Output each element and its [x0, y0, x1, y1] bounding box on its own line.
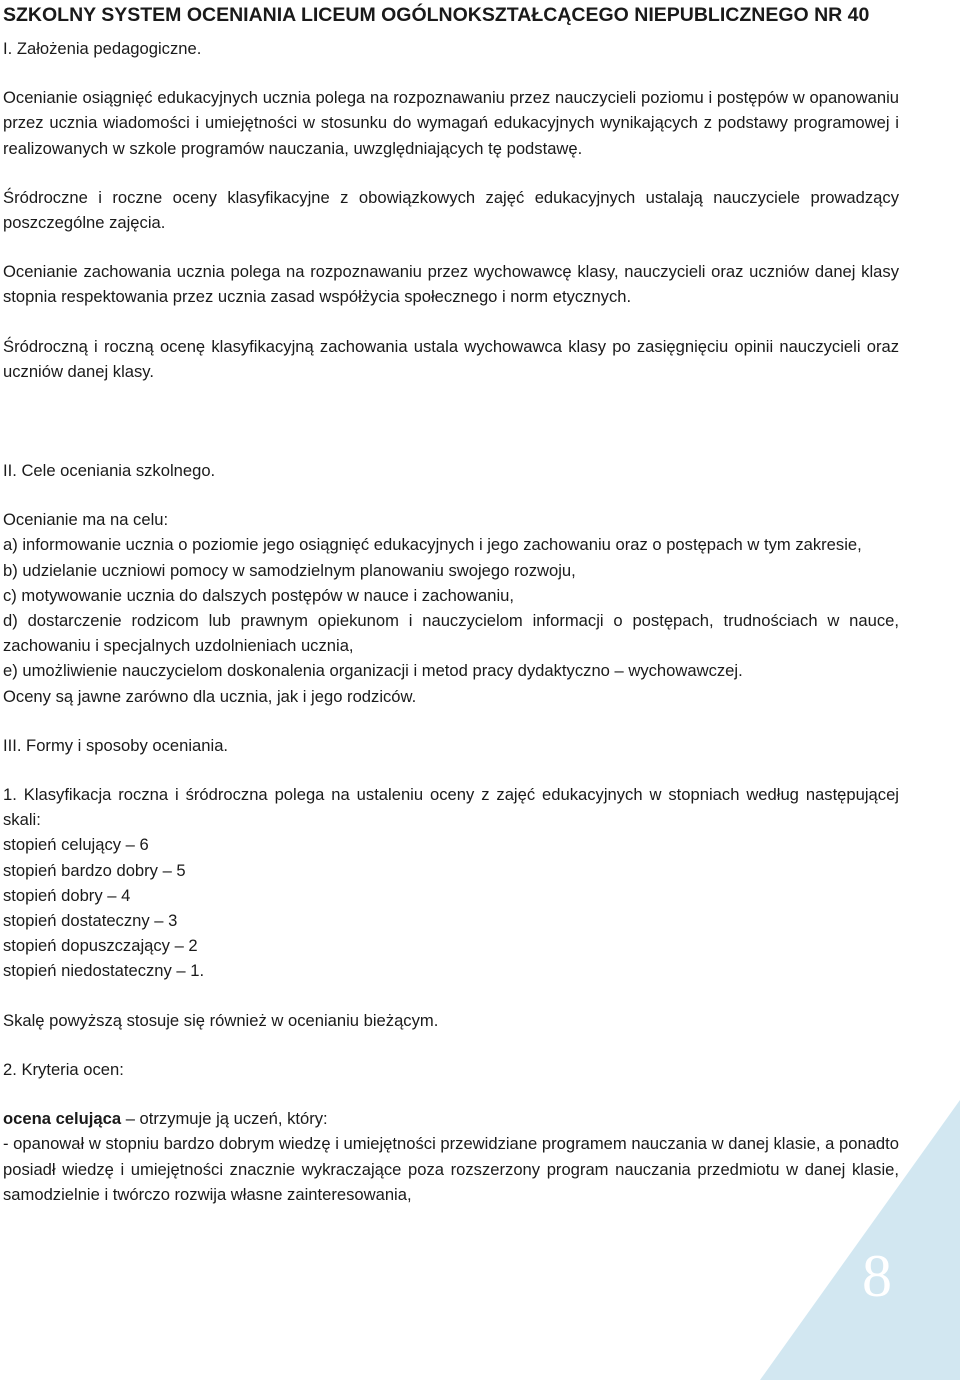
section-1-paragraph: Śródroczną i roczną ocenę klasyfikacyjną zachowania ustala wychowawca klasy po zasięgnięciu opinii nauczycieli oraz uczniów danej klasy.: [3, 336, 899, 381]
section-1-paragraph: Śródroczne i roczne oceny klasyfikacyjne z obowiązkowych zajęć edukacyjnych ustalają nauczyciele prowadzący poszczególne zajęcia.: [3, 187, 899, 233]
grade-scale-item: stopień dostateczny – 3: [3, 911, 178, 931]
goal-item: a) informowanie ucznia o poziomie jego osiągnięć edukacyjnych i jego zachowaniu oraz o postępach w tym zakresie,: [3, 535, 862, 555]
goal-item: e) umożliwienie nauczycielom doskonalenia organizacji i metod pracy dydaktyczno – wychowawczej.: [3, 661, 743, 681]
goal-item: d) dostarczenie rodzicom lub prawnym opiekunom i nauczycielom informacji o postępach, trudnościach w nauce, zachowaniu i specjalnych uzdolnieniach ucznia,: [3, 611, 899, 656]
grade-scale-item: stopień niedostateczny – 1.: [3, 961, 205, 981]
page-number: 8: [862, 1243, 892, 1309]
section-2-heading: II. Cele oceniania szkolnego.: [3, 461, 216, 481]
goal-item: c) motywowanie ucznia do dalszych postępów w nauce i zachowaniu,: [3, 585, 514, 605]
goal-item: b) udzielanie uczniowi pomocy w samodzielnym planowaniu swojego rozwoju,: [3, 560, 576, 580]
grade-scale-item: stopień dobry – 4: [3, 885, 131, 905]
section-1-paragraph: Ocenianie zachowania ucznia polega na rozpoznawaniu przez wychowawcę klasy, nauczycieli oraz uczniów danej klasy stopnia respektowania przez ucznia zasad współżycia społecznego i norm etycznych.: [3, 262, 899, 307]
section-1-heading: I. Założenia pedagogiczne.: [3, 39, 202, 58]
grade-definition-text: – otrzymuje ją uczeń, który:: [121, 1109, 328, 1129]
document-title: SZKOLNY SYSTEM OCENIANIA LICEUM OGÓLNOKSZTAŁCĄCEGO NIEPUBLICZNEGO NR 40: [3, 4, 870, 26]
grade-scale-item: stopień celujący – 6: [3, 835, 149, 855]
section-1-paragraph: Ocenianie osiągnięć edukacyjnych ucznia polega na rozpoznawaniu przez nauczycieli poziomu i postępów w opanowaniu przez ucznia wiadomości i umiejętności w stosunku do wymagań edukacyjnych wynikających z podstawy programowej i realizowanych w szkole programów nauczania, uwzględniających tę podstawę.: [3, 88, 899, 158]
point-1-text: 1. Klasyfikacja roczna i śródroczna polega na ustaleniu oceny z zajęć edukacyjnych w stopniach według następującej skali:: [3, 785, 899, 830]
grade-definition: [3, 1106, 899, 1131]
section-2-intro: Ocenianie ma na celu:: [3, 510, 169, 530]
point-2-heading: 2. Kryteria ocen:: [3, 1059, 124, 1079]
scale-note: Skalę powyższą stosuje się również w ocenianiu bieżącym.: [3, 1010, 439, 1030]
document-body: [3, 0, 899, 1207]
grade-scale-item: stopień bardzo dobry – 5: [3, 860, 186, 880]
grade-scale-item: stopień dopuszczający – 2: [3, 936, 198, 956]
section-3-heading: III. Formy i sposoby oceniania.: [3, 735, 229, 755]
grade-criterion: - opanował w stopniu bardzo dobrym wiedzę i umiejętności przewidziane programem nauczania w danej klasie, a ponadto posiadł wiedzę i umiejętności znacznie wykraczające poza rozszerzony program nauczania przedmiotu w danej klasie, samodzielnie i twórczo rozwija własne zainteresowania,: [3, 1134, 899, 1204]
section-2-closing: Oceny są jawne zarówno dla ucznia, jak i jego rodziców.: [3, 686, 417, 706]
grade-term: ocena celująca: [3, 1109, 122, 1129]
